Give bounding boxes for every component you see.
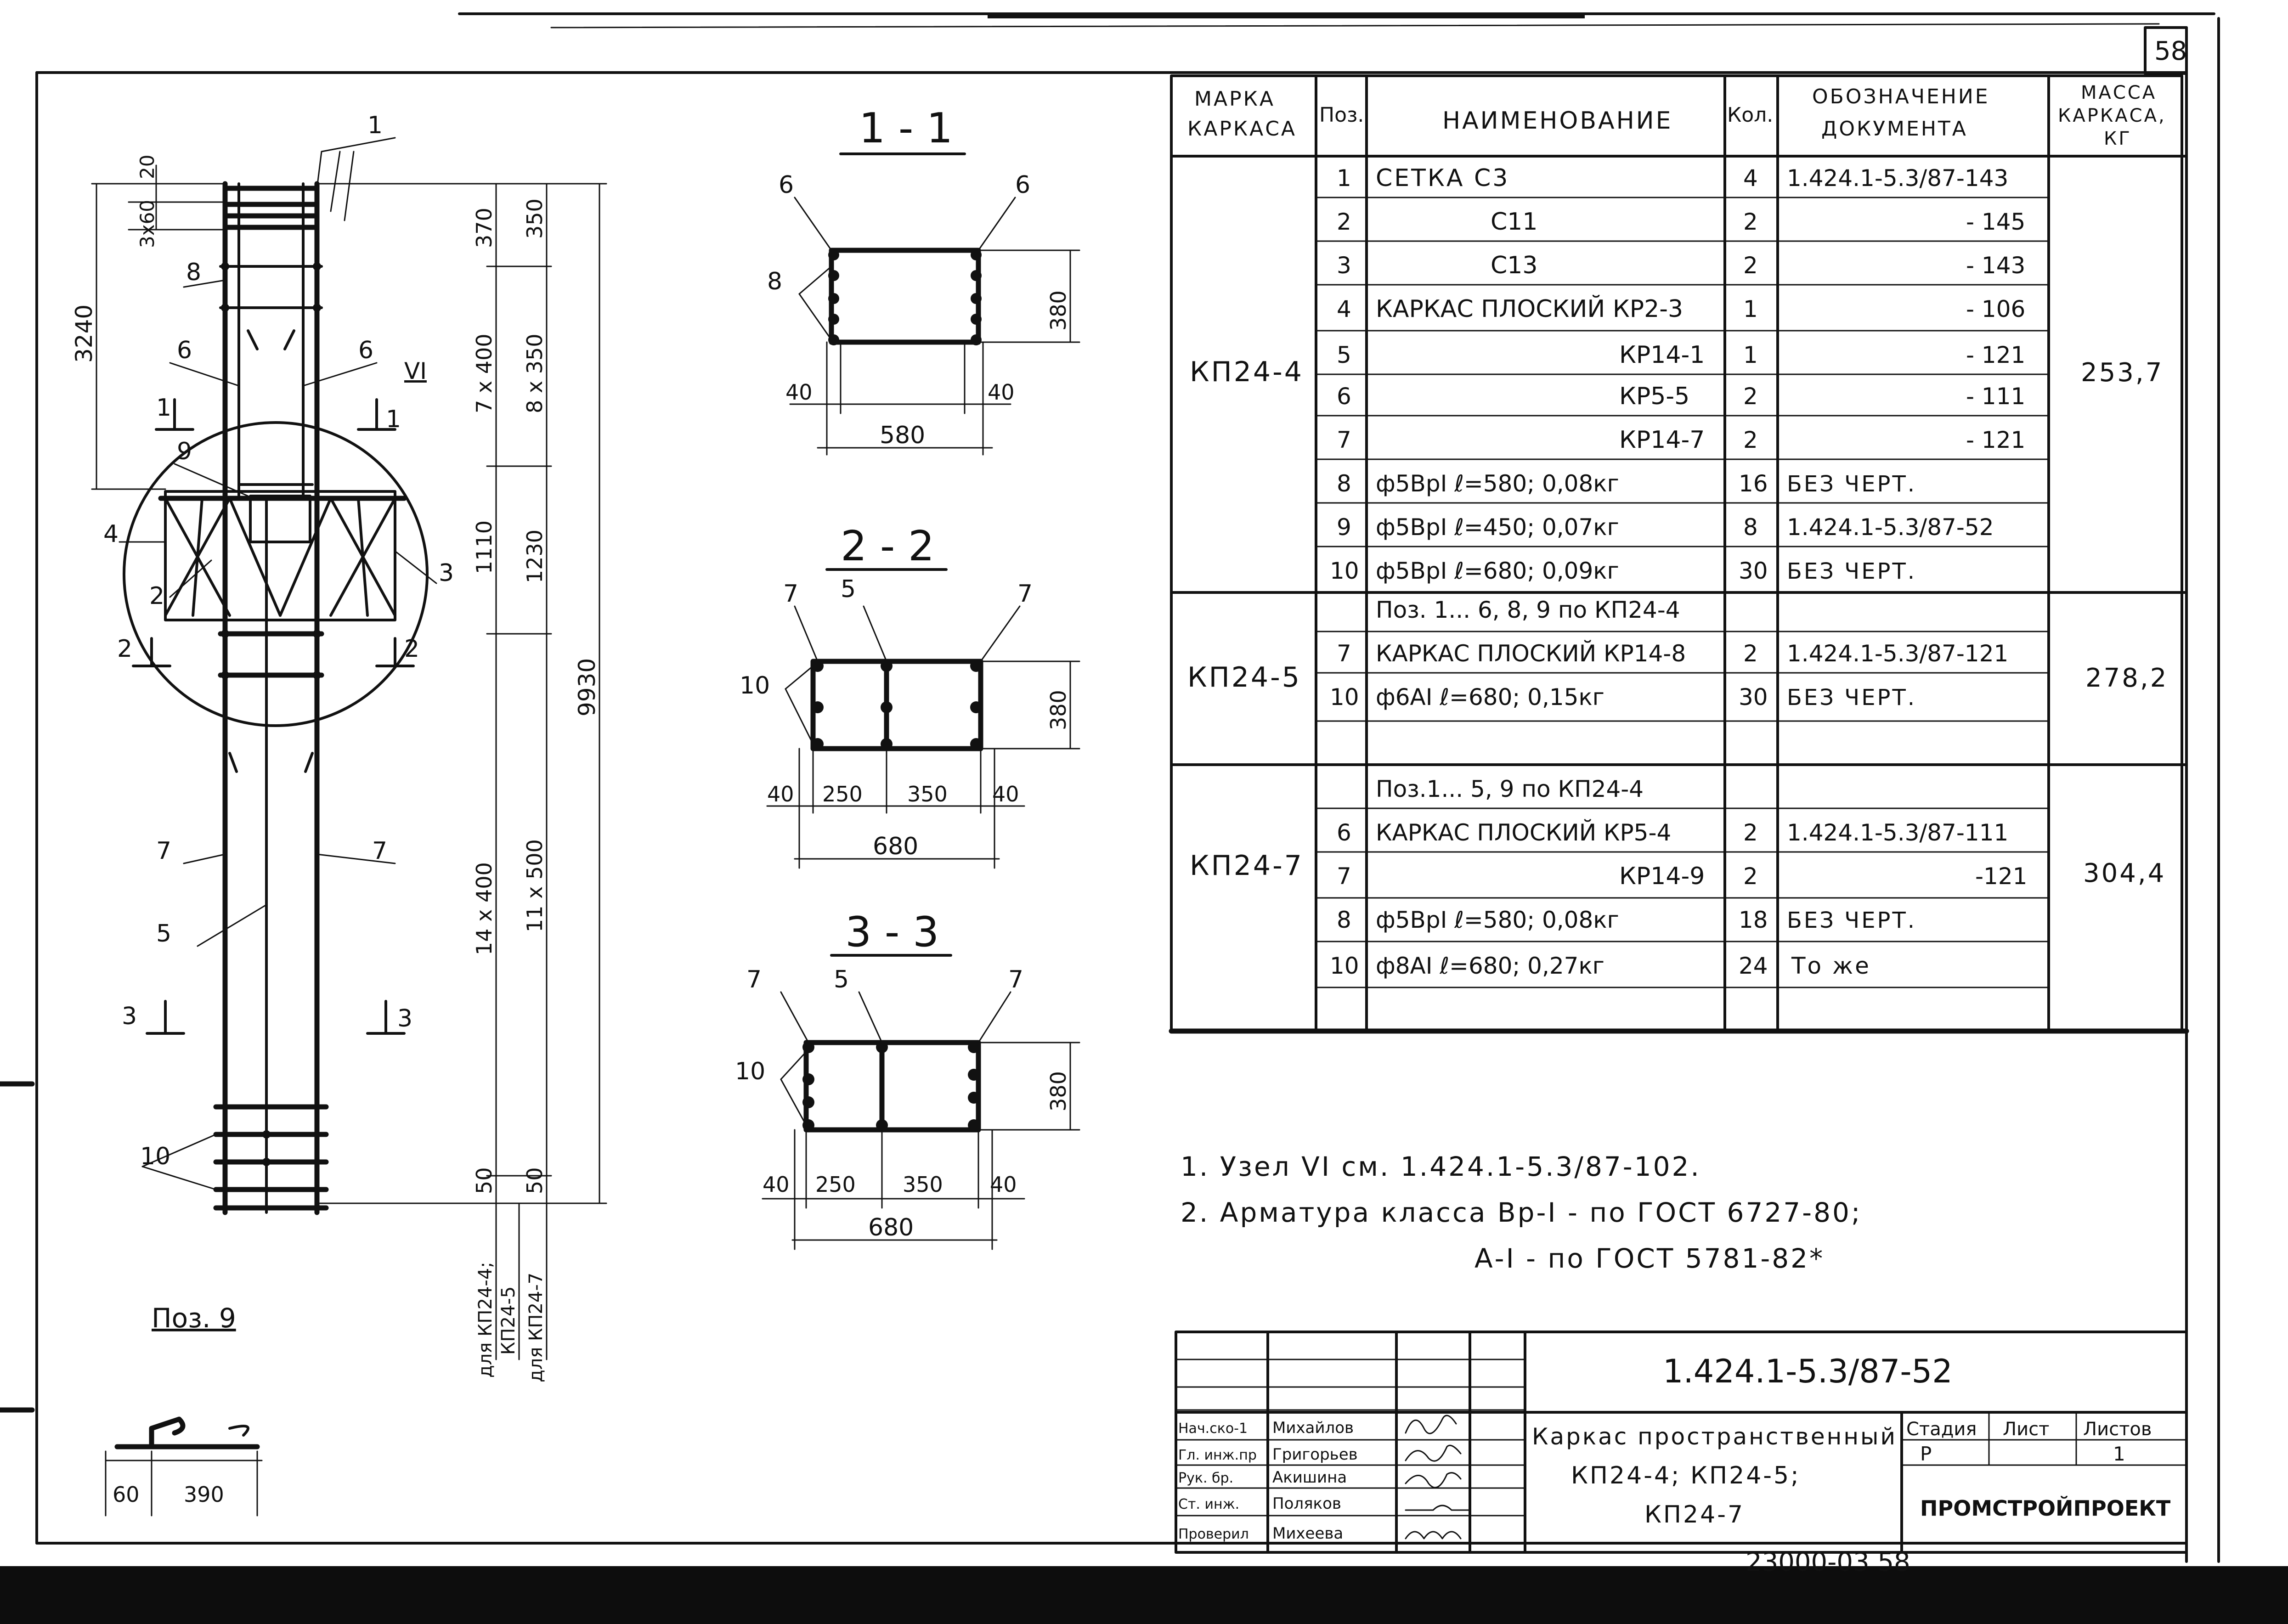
tb-title-2: КП24-4; КП24-5;	[1571, 1462, 1801, 1489]
dim-11x500: 11 x 500	[522, 839, 547, 932]
s11-dim-40a: 40	[785, 380, 813, 405]
r9-qty: 8	[1743, 514, 1758, 541]
tb-name-4: Поляков	[1272, 1494, 1341, 1513]
signature-3	[1406, 1473, 1461, 1488]
note-2a: 2. Арматура класса Вр-I - по ГОСТ 6727-80;	[1181, 1197, 1862, 1228]
callout-6-left: 6	[177, 337, 192, 364]
dim-20: 20	[136, 154, 158, 179]
s22-dim-680: 680	[873, 833, 919, 860]
tb-stage-h: Стадия	[1906, 1419, 1977, 1440]
r6-name: КР5-5	[1619, 383, 1690, 410]
r10-qty: 30	[1739, 558, 1768, 584]
s33-callout-10: 10	[735, 1058, 766, 1085]
spec-table	[1171, 76, 2186, 1031]
g3r5-name: ф8АI ℓ=680; 0,27кг	[1376, 953, 1604, 979]
hdr-pos: Поз.	[1319, 103, 1364, 127]
hdr-name: НАИМЕНОВАНИЕ	[1442, 107, 1673, 135]
r10-doc: БЕЗ ЧЕРТ.	[1787, 558, 1917, 584]
g3r5-doc: То же	[1791, 953, 1871, 979]
mass-kp24-7: 304,4	[2083, 858, 2166, 888]
tb-stage: Р	[1920, 1443, 1932, 1465]
r1-name: СЕТКА С3	[1376, 164, 1510, 192]
r7-pos: 7	[1337, 427, 1351, 453]
g3r2-qty: 2	[1743, 819, 1758, 846]
dim-50-right: 50	[522, 1167, 547, 1194]
s22-dim-40a: 40	[767, 782, 794, 806]
g3r2-name: КАРКАС ПЛОСКИЙ КР5-4	[1376, 819, 1672, 846]
sec-1-left: 1	[156, 394, 172, 422]
hdr-mark-2: КАРКАСА	[1187, 117, 1297, 141]
dim-7x400: 7 x 400	[472, 333, 497, 413]
r3-pos: 3	[1337, 252, 1351, 279]
g3r3-qty: 2	[1743, 863, 1758, 890]
sec-3-left: 3	[122, 1003, 137, 1030]
hdr-doc-2: ДОКУМЕНТА	[1821, 117, 1968, 141]
r5-doc: - 121	[1966, 342, 2026, 368]
dim-9930: 9930	[574, 658, 600, 716]
g3r4-doc: БЕЗ ЧЕРТ.	[1787, 908, 1917, 933]
pos9-dim-60: 60	[113, 1482, 140, 1507]
g3r4-qty: 18	[1739, 907, 1768, 933]
tb-name-3: Акишина	[1272, 1468, 1347, 1487]
s33-callout-5: 5	[834, 966, 849, 993]
g3r1-name: Поз.1... 5, 9 по КП24-4	[1376, 776, 1644, 802]
tb-sheet-h: Лист	[2003, 1419, 2050, 1440]
mark-kp24-5: КП24-5	[1187, 661, 1301, 694]
hdr-mass-1: МАССА	[2081, 82, 2157, 103]
for-kp24-7: для КП24-7	[525, 1272, 547, 1382]
r3-qty: 2	[1743, 252, 1758, 279]
s22-callout-5: 5	[841, 575, 856, 603]
r7-name: КР14-7	[1619, 426, 1705, 454]
sec-2-right: 2	[404, 635, 420, 663]
tb-role-2: Гл. инж.пр	[1178, 1447, 1257, 1463]
g2r2-name: КАРКАС ПЛОСКИЙ КР14-8	[1376, 640, 1686, 667]
dim-3x60: 3x60	[136, 199, 158, 248]
section-2-2-title: 2 - 2	[841, 522, 935, 570]
s11-dim-40b: 40	[988, 380, 1015, 405]
title-block	[1176, 1332, 2186, 1552]
r7-doc: - 121	[1966, 427, 2026, 453]
tb-name-5: Михеева	[1272, 1524, 1344, 1543]
s22-dim-380: 380	[1046, 690, 1071, 730]
dim-350: 350	[522, 198, 547, 239]
callout-2: 2	[149, 582, 165, 610]
scan-top-edge	[459, 14, 2214, 28]
r6-pos: 6	[1337, 383, 1351, 410]
hdr-mark-1: МАРКА	[1194, 87, 1275, 111]
tb-role-1: Нач.ско-1	[1178, 1421, 1248, 1437]
s22-callout-7a: 7	[783, 580, 799, 608]
g2r1-name: Поз. 1... 6, 8, 9 по КП24-4	[1376, 597, 1680, 623]
hdr-mass-2: КАРКАСА,	[2058, 105, 2166, 126]
r1-pos: 1	[1337, 165, 1351, 192]
tb-sheets: 1	[2113, 1443, 2125, 1465]
s22-dim-250: 250	[822, 782, 863, 806]
s22-callout-10: 10	[740, 672, 770, 699]
g3r2-pos: 6	[1337, 819, 1351, 846]
s33-dim-40a: 40	[763, 1172, 790, 1197]
dim-8x350: 8 x 350	[522, 333, 547, 413]
r6-qty: 2	[1743, 383, 1758, 410]
g3r4-pos: 8	[1337, 907, 1351, 933]
s22-dim-40b: 40	[992, 782, 1019, 806]
r9-name: ф5ВрI ℓ=450; 0,07кг	[1376, 514, 1619, 541]
note-2b: А-I - по ГОСТ 5781-82*	[1474, 1243, 1825, 1274]
pos9-dim-390: 390	[184, 1482, 224, 1507]
tb-sheets-h: Листов	[2083, 1419, 2152, 1440]
s11-dim-380: 380	[1046, 290, 1071, 331]
bottom-stamp: 23000-03 58	[1746, 1547, 1910, 1577]
tb-name-2: Григорьев	[1272, 1445, 1358, 1464]
callout-3: 3	[439, 559, 454, 587]
s33-dim-680: 680	[868, 1214, 914, 1241]
s33-dim-350: 350	[903, 1172, 943, 1197]
r10-pos: 10	[1330, 558, 1359, 584]
r2-name: С11	[1491, 208, 1538, 236]
tb-role-4: Ст. инж.	[1178, 1496, 1240, 1512]
dim-14x400: 14 x 400	[472, 862, 497, 955]
g3r2-doc: 1.424.1-5.3/87-111	[1787, 819, 2009, 846]
sheet-number-corner: 58	[2154, 36, 2187, 66]
tb-name-1: Михайлов	[1272, 1419, 1354, 1437]
dim-50-mid: 50	[472, 1167, 497, 1194]
tb-title-3: КП24-7	[1644, 1501, 1745, 1528]
callout-7-right: 7	[372, 837, 388, 865]
tb-title-1: Каркас пространственный	[1532, 1423, 1898, 1450]
r2-doc: - 145	[1966, 209, 2026, 235]
s33-callout-7b: 7	[1008, 966, 1024, 993]
g2r3-pos: 10	[1330, 684, 1359, 710]
node-ref: VI	[404, 358, 427, 384]
callout-10: 10	[140, 1143, 171, 1170]
hdr-mass-3: КГ	[2104, 128, 2132, 149]
s22-dim-350: 350	[907, 782, 948, 806]
section-2-2	[740, 522, 1079, 868]
r9-pos: 9	[1337, 514, 1351, 541]
r8-pos: 8	[1337, 470, 1351, 497]
notes	[1181, 1151, 1862, 1274]
sheet-frame	[0, 18, 2219, 1562]
callout-5: 5	[156, 920, 172, 947]
g3r3-name: КР14-9	[1619, 863, 1705, 890]
g2r2-qty: 2	[1743, 640, 1758, 667]
s22-callout-7b: 7	[1017, 580, 1033, 608]
callout-7-left: 7	[156, 837, 172, 865]
r7-qty: 2	[1743, 427, 1758, 453]
r8-doc: БЕЗ ЧЕРТ.	[1787, 471, 1917, 497]
signature-5	[1406, 1532, 1461, 1539]
s33-dim-250: 250	[815, 1172, 856, 1197]
s11-callout-6b: 6	[1015, 171, 1031, 199]
g3r5-pos: 10	[1330, 953, 1359, 979]
mass-kp24-5: 278,2	[2085, 663, 2169, 693]
section-1-1-title: 1 - 1	[859, 104, 953, 152]
g2r3-doc: БЕЗ ЧЕРТ.	[1787, 685, 1917, 710]
s33-callout-7a: 7	[746, 966, 762, 993]
hdr-doc-1: ОБОЗНАЧЕНИЕ	[1812, 85, 1990, 108]
callout-6-right: 6	[358, 337, 374, 364]
section-3-3	[735, 908, 1079, 1249]
section-3-3-title: 3 - 3	[845, 908, 939, 956]
section-1-1	[767, 104, 1079, 455]
tb-role-3: Рук. бр.	[1178, 1470, 1234, 1486]
r1-doc: 1.424.1-5.3/87-143	[1787, 165, 2009, 192]
for-kp24-5: КП24-5	[498, 1286, 519, 1355]
r5-name: КР14-1	[1619, 341, 1705, 369]
pos9-title: Поз. 9	[152, 1303, 236, 1334]
for-kp24-4: для КП24-4;	[475, 1262, 496, 1378]
dim-370: 370	[472, 208, 497, 248]
elevation-labels	[71, 112, 600, 1382]
sec-1-right: 1	[386, 406, 401, 433]
s11-dim-580: 580	[880, 422, 926, 449]
g3r5-qty: 24	[1739, 953, 1768, 979]
tb-role-5: Проверил	[1178, 1526, 1249, 1542]
s11-callout-6a: 6	[779, 171, 794, 199]
scan-bottom-band	[0, 1566, 2288, 1624]
r4-doc: - 106	[1966, 296, 2026, 322]
r4-qty: 1	[1743, 296, 1758, 322]
g2r3-qty: 30	[1739, 684, 1768, 710]
sec-2-left: 2	[117, 635, 133, 663]
callout-4: 4	[103, 520, 119, 548]
r8-name: ф5ВрI ℓ=580; 0,08кг	[1376, 470, 1619, 497]
r2-pos: 2	[1337, 209, 1351, 235]
tb-code: 1.424.1-5.3/87-52	[1663, 1353, 1953, 1390]
signature-2	[1406, 1445, 1461, 1461]
s33-dim-380: 380	[1046, 1071, 1071, 1111]
callout-9: 9	[177, 438, 192, 465]
r2-qty: 2	[1743, 209, 1758, 235]
mark-kp24-7: КП24-7	[1190, 850, 1304, 882]
dim-1230: 1230	[522, 529, 547, 583]
mark-kp24-4: КП24-4	[1190, 356, 1304, 388]
callout-8: 8	[186, 259, 202, 286]
signature-4	[1406, 1506, 1470, 1510]
mass-kp24-4: 253,7	[2081, 358, 2164, 388]
r5-pos: 5	[1337, 342, 1351, 368]
s11-callout-8: 8	[767, 268, 783, 295]
g3r4-name: ф5ВрI ℓ=580; 0,08кг	[1376, 907, 1619, 933]
dim-1110: 1110	[472, 520, 497, 574]
g2r2-doc: 1.424.1-5.3/87-121	[1787, 640, 2009, 667]
r1-qty: 4	[1743, 165, 1758, 192]
r8-qty: 16	[1739, 470, 1768, 497]
pos9-detail	[106, 1303, 262, 1516]
dim-3240: 3240	[71, 304, 97, 363]
sec-3-right: 3	[397, 1005, 413, 1032]
s33-dim-40b: 40	[990, 1172, 1017, 1197]
r9-doc: 1.424.1-5.3/87-52	[1787, 514, 1994, 541]
note-1: 1. Узел VI см. 1.424.1-5.3/87-102.	[1181, 1151, 1701, 1182]
signature-1	[1406, 1415, 1456, 1433]
callout-1: 1	[367, 112, 383, 139]
g2r3-name: ф6АI ℓ=680; 0,15кг	[1376, 684, 1604, 710]
r4-name: КАРКАС ПЛОСКИЙ КР2-3	[1376, 295, 1684, 323]
g3r3-pos: 7	[1337, 863, 1351, 890]
hdr-qty: Кол.	[1727, 103, 1774, 127]
r10-name: ф5ВрI ℓ=680; 0,09кг	[1376, 558, 1619, 584]
r3-name: С13	[1491, 252, 1538, 279]
r4-pos: 4	[1337, 296, 1351, 322]
r5-qty: 1	[1743, 342, 1758, 368]
tb-org: ПРОМСТРОЙПРОЕКТ	[1920, 1496, 2171, 1521]
g2r2-pos: 7	[1337, 640, 1351, 667]
r3-doc: - 143	[1966, 252, 2026, 279]
g3r3-doc: -121	[1975, 863, 2028, 890]
r6-doc: - 111	[1966, 383, 2026, 410]
